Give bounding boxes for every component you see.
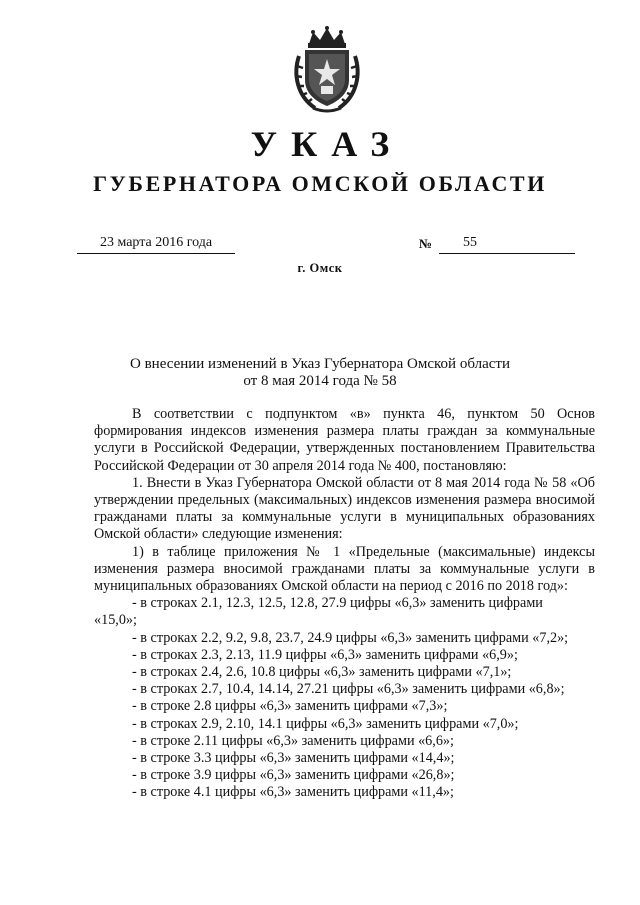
list-item: - в строках 2.7, 10.4, 14.14, 27.21 цифры «6,3» заменить цифрами «6,8»;: [132, 681, 565, 698]
list-item: - в строках 2.4, 2.6, 10.8 цифры «6,3» заменить цифрами «7,1»;: [132, 664, 512, 681]
document-title-line1: О внесении изменений в Указ Губернатора Омской области: [130, 356, 510, 372]
decree-title: УКАЗ: [250, 124, 404, 164]
list-item: - в строке 2.8 цифры «6,3» заменить цифрами «7,3»;: [132, 698, 448, 715]
list-item: - в строке 4.1 цифры «6,3» заменить цифрами «11,4»;: [132, 784, 454, 801]
decree-date: 23 марта 2016 года: [77, 234, 235, 254]
preamble-paragraph: В соответствии с подпунктом «в» пункта 46, пунктом 50 Основ формирования индексов изменения размера платы граждан за коммунальные услуги в Российской Федерации, утвержденных постановлением Правительства Российской Федерации от 30 апреля 2014 года № 400, постановляю:: [94, 406, 595, 474]
list-item: [94, 595, 595, 629]
list-item: - в строках 2.2, 9.2, 9.8, 23.7, 24.9 цифры «6,3» заменить цифрами «7,2»;: [132, 629, 569, 646]
document-title: [90, 356, 550, 390]
decree-number-field: [419, 234, 577, 254]
decree-number: 55: [439, 234, 575, 254]
number-sign: №: [419, 236, 433, 251]
subpoint-1-paragraph: 1) в таблице приложения № 1 «Предельные (максимальные) индексы изменения размера вносимой гражданами платы за коммунальные услуги в муниципальных образованиях Омской области на период с 2016 по 2018 год»:: [94, 543, 595, 595]
list-item: - в строках 2.3, 2.13, 11.9 цифры «6,3» заменить цифрами «6,9»;: [132, 646, 518, 663]
document-title-line2: от 8 мая 2014 года № 58: [243, 373, 397, 389]
point-1-paragraph: 1. Внести в Указ Губернатора Омской области от 8 мая 2014 года № 58 «Об утверждении предельных (максимальных) индексов изменения размера вносимой гражданами платы за коммунальные услуги в муниципальных образованиях Омской области» следующие изменения:: [94, 474, 595, 543]
list-item: - в строке 2.11 цифры «6,3» заменить цифрами «6,6»;: [132, 732, 454, 749]
decree-city: г. Омск: [297, 261, 343, 275]
decree-subtitle: ГУБЕРНАТОРА ОМСКОЙ ОБЛАСТИ: [93, 171, 547, 196]
list-item: - в строке 3.9 цифры «6,3» заменить цифрами «26,8»;: [132, 767, 455, 784]
list-item: - в строках 2.9, 2.10, 14.1 цифры «6,3» заменить цифрами «7,0»;: [132, 715, 519, 732]
list-item: - в строке 3.3 цифры «6,3» заменить цифрами «14,4»;: [132, 750, 455, 767]
list-item-continuation: «15,0»;: [94, 612, 137, 629]
list-item-text: - в строках 2.1, 12.3, 12.5, 12.8, 27.9 цифры «6,3» заменить цифрами: [132, 595, 543, 612]
document-body: [94, 406, 595, 802]
omsk-coat-of-arms-icon: [291, 26, 363, 114]
